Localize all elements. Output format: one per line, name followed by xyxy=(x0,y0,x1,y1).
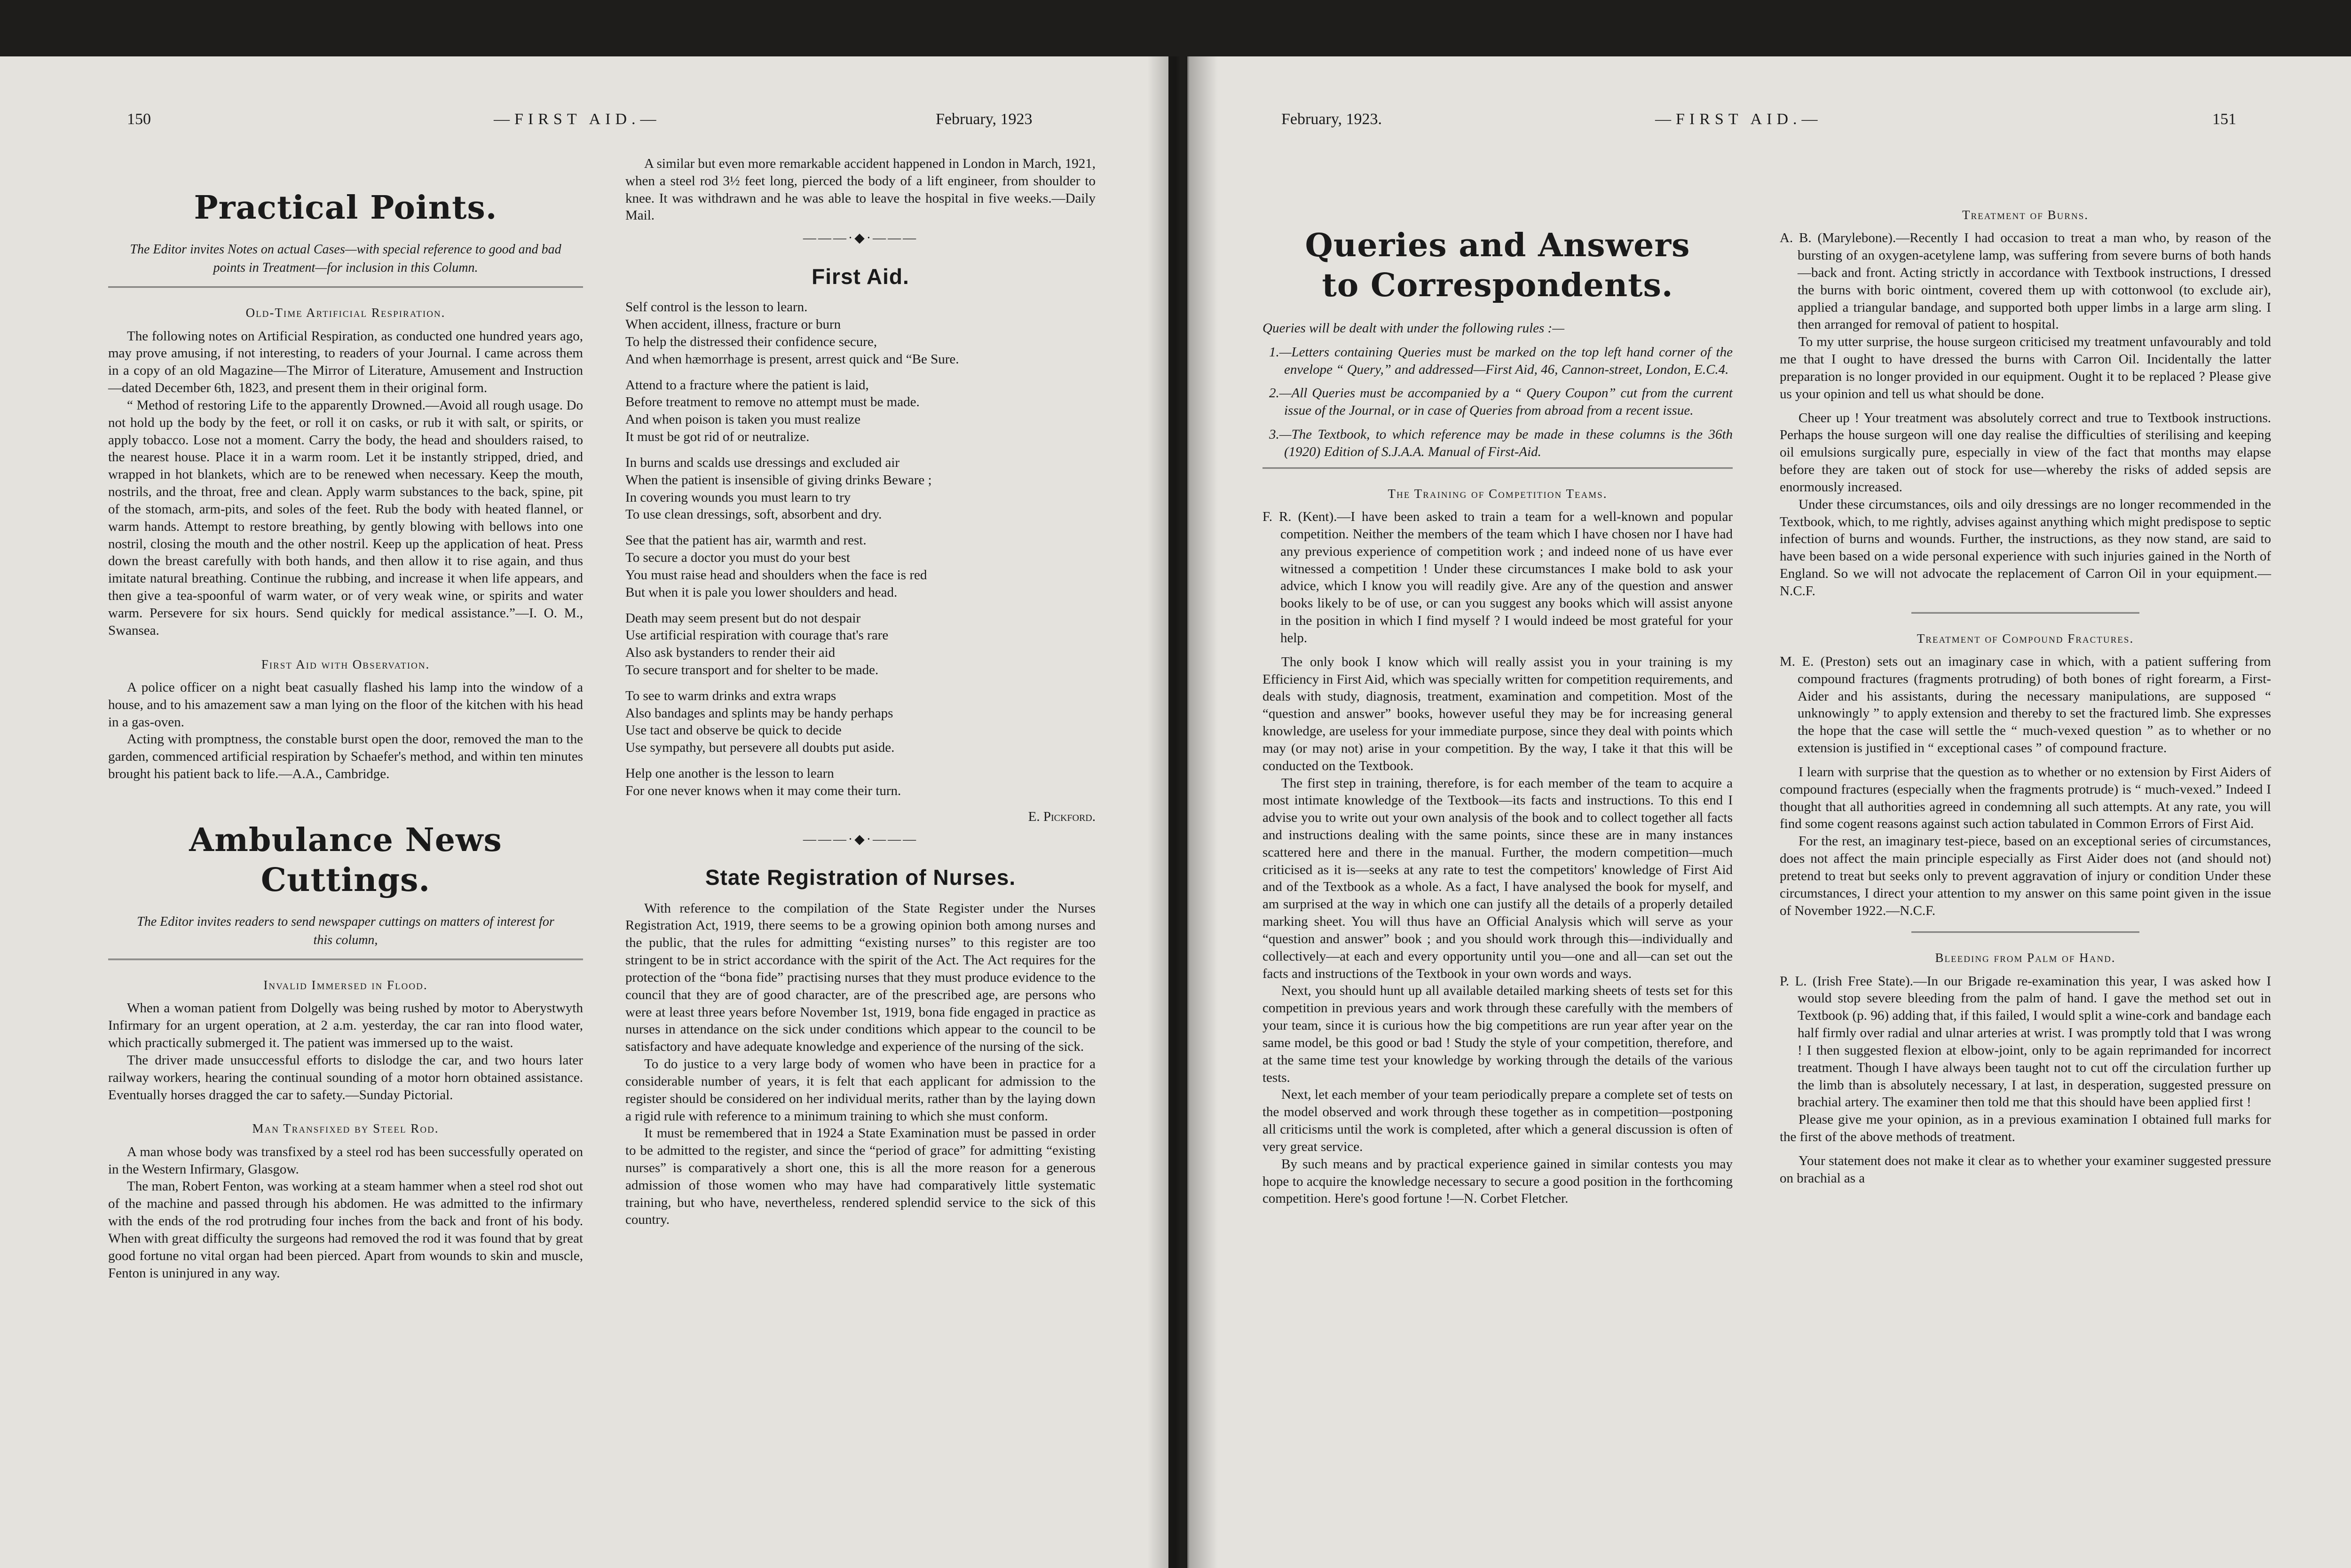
poem-line: See that the patient has air, warmth and rest. xyxy=(625,533,867,548)
query-paragraph: Please give me your opinion, as in a previous examination I obtained full marks for the first of the above methods of treatment. xyxy=(1780,1112,2271,1145)
poem-stanza xyxy=(625,610,1096,679)
right-column-2 xyxy=(1780,155,2271,1187)
article-paragraph: To do justice to a very large body of women who have been in practice for a considerable number of years, it is felt that each applicant for admission to the register should be considered on her individual merits, rather than by the laying down a rigid rule with reference to a minimum training to which she must conform. xyxy=(625,1056,1096,1124)
right-column-1 xyxy=(1262,155,1733,1207)
article-paragraph: It must be remembered that in 1924 a State Examination must be passed in order to be admitted to the register, and since the “period of grace” for admitting “existing nurses” is comparatively a short one, this is all the more reason for a generous admission of those women who may have had comparatively little systematic training, but who have, nevertheless, rendered splendid service to the sick of this country. xyxy=(625,1126,1096,1228)
poem-line: Use artificial respiration with courage that's rare xyxy=(625,628,889,643)
article-title: State Registration of Nurses. xyxy=(705,865,1016,890)
poem-line: To secure transport and for shelter to be made. xyxy=(625,662,879,678)
article-heading: Treatment of Burns. xyxy=(1962,208,2089,222)
poem-line: Death may seem present but do not despair xyxy=(625,610,861,626)
rules-lead: Queries will be dealt with under the following rules :— xyxy=(1262,321,1564,336)
article-paragraph: The man, Robert Fenton, was working at a steam hammer when a steel rod shot out of the machine and passed through his abdomen. He was admitted to the infirmary with the ends of the rod protruding four inches from the back and front of his body. When with great difficulty the surgeons had removed the rod it was found that by great good fortune no vital organ had been pierced. Apart from wounds to skin and muscle, Fenton is uninjured in any way. xyxy=(108,1179,583,1281)
query-paragraph: A. B. (Marylebone).—Recently I had occasion to treat a man who, by reason of the bursting of an oxygen-acetylene lamp, was suffering from severe burns of both hands—back and front. Acting strictly in accordance with Textbook instructions, I dressed the burns with boric ointment, covered them up with cottonwool (to exclude air), applied a triangular bandage, and supported both upper limbs in a large arm sling. I then arranged for removal of patient to hospital. xyxy=(1780,230,2271,332)
poem-line: Also bandages and splints may be handy perhaps xyxy=(625,705,893,721)
article-paragraph: The following notes on Artificial Respiration, as conducted one hundred years ago, may prove amusing, if not interesting, to readers of your Journal. I came across them in a copy of an old Magazine—The Mirror of Literature, Amusement and Instruction—dated December 6th, 1823, and present them in their original form. xyxy=(108,328,583,396)
left-page xyxy=(0,56,1168,1568)
poem-line: You must raise head and shoulders when the face is red xyxy=(625,567,927,583)
poem-stanza xyxy=(625,532,1096,601)
article-heading: Treatment of Compound Fractures. xyxy=(1917,631,2134,646)
page-number: 150 xyxy=(127,110,151,128)
article-paragraph: A man whose body was transfixed by a steel rod has been successfully operated on in the Western Infirmary, Glasgow. xyxy=(108,1144,583,1177)
query-paragraph: P. L. (Irish Free State).—In our Brigade re-examination this year, I was asked how I would stop severe bleeding from the palm of hand. I gave the method set out in Textbook (p. 96) adding that, if this failed, I would split a wine-cork and bandage each half firmly over radial and ulnar arteries at wrist. I was promptly told that I was wrong ! I then suggested flexion at elbow-joint, only to be again reprimanded for incorrect treatment. Though I have always been taught not to cut off the circulation further up the limb than is absolutely necessary, I at last, in desperation, suggested pressure on brachial artery. The examiner then told me that this should have been applied first ! xyxy=(1780,973,2271,1110)
article-paragraph: With reference to the compilation of the State Register under the Nurses Registration Act, 1919, there seems to be a growing opinion both among nurses and the public, that the rules for admitting “existing nurses” to this register are too stringent to be in strict accordance with the spirit of the Act. The Act requires for the protection of the “bona fide” practising nurses that they must produce evidence to the council that they are of good character, are of the prescribed age, are persons who were at least three years before November 1st, 1919, bona fide engaged in practice as nurses in attendance on the sick under conditions which appear to the council to be satisfactory and have adequate knowledge and experience of the nursing of the sick. xyxy=(625,900,1096,1055)
section-title: Practical Points. xyxy=(194,189,497,227)
article-heading: First Aid with Observation. xyxy=(261,657,430,671)
running-title: —FIRST AID.— xyxy=(494,110,661,128)
left-column-1 xyxy=(108,155,583,1282)
poem-stanza xyxy=(625,377,1096,446)
section-intro: The Editor invites readers to send newspaper cuttings on matters of interest for this column, xyxy=(137,914,554,947)
poem xyxy=(625,299,1096,825)
issue-date: February, 1923 xyxy=(936,110,1033,128)
article-heading: The Training of Competition Teams. xyxy=(1388,486,1608,501)
poem-line: To see to warm drinks and extra wraps xyxy=(625,688,836,703)
poem-line: For one never knows when it may come their turn. xyxy=(625,783,901,798)
divider xyxy=(1911,612,2139,614)
poem-line: In covering wounds you must learn to try xyxy=(625,489,851,505)
answer-paragraph: Next, let each member of your team periodically prepare a complete set of tests on the model observed and work through these together as in competition—postponing all criticisms until the work is completed, after which a general discussion is often of very great service. xyxy=(1262,1087,1733,1154)
query-paragraph: To my utter surprise, the house surgeon criticised my treatment unfavourably and told me that I ought to have dressed the burns with Carron Oil. Incidentally the latter preparation is no longer provided in our equipment. Ought it to be replaced ? Please give us your opinion and tell us what should be done. xyxy=(1780,334,2271,402)
article-heading: Invalid Immersed in Flood. xyxy=(263,978,428,993)
poem-line: To secure a doctor you must do your best xyxy=(625,550,850,566)
query-paragraph: F. R. (Kent).—I have been asked to train a team for a well-known and popular competition. Neither the members of the team which I have chosen nor I have had any previous experience of competition work ; and indeed none of us have ever witnessed a competition ! Under these circumstances I make bold to ask your advice, which I know you will readily give. Are any of the question and answer books likely to be of use, or can you suggest any books which will assist anyone in the position in which I find myself ? I would indeed be most grateful for your help. xyxy=(1262,509,1733,646)
poem-line: Self control is the lesson to learn. xyxy=(625,299,808,315)
poem-line: Also ask bystanders to render their aid xyxy=(625,645,836,661)
query-rules xyxy=(1262,320,1733,461)
article-paragraph: “ Method of restoring Life to the apparently Drowned.—Avoid all rough usage. Do not hold up the body by the feet, or roll it on casks, or rub it with salt, or spirits, or apply tobacco. Lose not a moment. Carry the body, the head and shoulders raised, to the nearest house. Place it in a warm room. Let it be instantly stripped, dried, and wrapped in hot blankets, which are to be renewed when necessary. Keep the mouth, nostrils, and the throat, free and clean. Apply warm substances to the back, spine, pit of the stomach, arm-pits, and soles of the feet. Rub the body with heated flannel, or warm hands. Attempt to restore breathing, by gently blowing with bellows into one nostril, closing the mouth and the other nostril. Keep up the application of heat. Press down the breast carefully with both hands, and then allow it to rise again, and thus imitate natural breathing. Continue the rubbing, and increase it when life appears, and then give a tea-spoonful of warm water, or of very weak wine, or spirits and water warm. Persevere for six hours. Send quickly for medical assistance.”—I. O. M., Swansea. xyxy=(108,397,583,638)
article-heading: Man Transfixed by Steel Rod. xyxy=(252,1121,439,1136)
poem-line: When the patient is insensible of giving drinks Beware ; xyxy=(625,472,932,488)
answer-paragraph: Under these circumstances, oils and oily dressings are no longer recommended in the Textbook, which, to me rightly, advises against anything which might predispose to septic infection of burns and wounds. Further, the instructions, as they now stand, are said to have been based on a wide personal experience with such injuries gained in the North of England. So we will not advocate the replacement of Carron Oil in your equipment.—N.C.F. xyxy=(1780,496,2271,599)
left-column-2 xyxy=(625,155,1096,1229)
article-heading: Bleeding from Palm of Hand. xyxy=(1935,951,2116,965)
issue-date: February, 1923. xyxy=(1281,110,1382,128)
section-title: Queries and Answers to Correspondents. xyxy=(1305,227,1690,304)
poem-line: Attend to a fracture where the patient is laid, xyxy=(625,377,869,393)
poem-signature: E. Pickford. xyxy=(1028,809,1096,824)
rule-item: 2.—All Queries must be accompanied by a “ Query Coupon” cut from the current issue of the Journal, or in case of Queries from abroad from a recent issue. xyxy=(1269,386,1733,418)
answer-paragraph: Cheer up ! Your treatment was absolutely correct and true to Textbook instructions. Perhaps the house surgeon will one day realise the difficulties of sterilising and keeping oil emulsions surgically pure, especially in view of the fact that months may elapse before they are taken out of stock for use—whereby the risks of added sepsis are enormously increased. xyxy=(1780,410,2271,495)
poem-line: To use clean dressings, soft, absorbent and dry. xyxy=(625,507,882,522)
right-header xyxy=(1187,110,2351,139)
divider xyxy=(1911,931,2139,933)
answer-paragraph: The first step in training, therefore, is for each member of the team to acquire a most intimate knowledge of the Textbook—its facts and instructions. To this end I advise you to write out your own analysis of the book and to collect together all facts and instructions dealing with the same points, since these are in many instances scattered here and there in the manual. Further, the modern competition—much criticised as it is—seeks at any rate to test the competitors' knowledge of First Aid and of the Textbook as a whole. As a fact, I have analysed the book for myself, and am surprised at the way in which one can justify all the details of a properly detailed marking sheet. You will thus have an Official Analysis which will serve as your “question and answer” book ; and you should work through this—individually and collectively—at each and every opportunity until you—one and all—can set out the facts and instructions of the Textbook in your own words and ways. xyxy=(1262,775,1733,981)
poem-line: When accident, illness, fracture or burn xyxy=(625,317,841,332)
poem-stanza xyxy=(625,454,1096,523)
article-paragraph: When a woman patient from Dolgelly was being rushed by motor to Aberystwyth Infirmary for an urgent operation, at 2 a.m. yesterday, the car ran into flood water, which practically submerged it. The patient was immersed up to the waist. xyxy=(108,1001,583,1051)
answer-paragraph: Next, you should hunt up all available detailed marking sheets of tests set for this competition in previous years and work through these carefully with the members of your team, since it is curious how the big competitions are run year after year on the same model, be this good or bad ! Study the style of your competition, therefore, and at the same time test your knowledge by working through the details of the various tests. xyxy=(1262,983,1733,1085)
poem-line: And when poison is taken you must realize xyxy=(625,412,861,427)
divider xyxy=(108,286,583,288)
poem-stanza xyxy=(625,299,1096,368)
article-paragraph: The driver made unsuccessful efforts to dislodge the car, and two hours later railway workers, hearing the continual sounding of a motor horn obtained assistance. Eventually horses dragged the car to safety.—Sunday Pictorial. xyxy=(108,1052,583,1103)
divider xyxy=(1262,467,1733,469)
poem-title: First Aid. xyxy=(812,264,909,289)
poem-line: To help the distressed their confidence secure, xyxy=(625,334,877,349)
left-header xyxy=(0,110,1168,139)
ornament-divider: ———·◆·——— xyxy=(803,832,918,847)
poem-line: Help one another is the lesson to learn xyxy=(625,766,834,781)
poem-stanza xyxy=(625,765,1096,800)
answer-paragraph: The only book I know which will really assist you in your training is my Efficiency in First Aid, which was specially written for competition requirements, and deals with study, diagnosis, treatment, examination and competition. Most of the “question and answer” books, however useful they may be for increasing general knowledge, are useless for your immediate purpose, since they deal with points which may (or may not) arise in your competition. By the way, I take it that this will be conducted on the Textbook. xyxy=(1262,654,1733,773)
poem-line: But when it is pale you lower shoulders and head. xyxy=(625,584,898,600)
article-paragraph: A similar but even more remarkable accident happened in London in March, 1921, when a steel rod 3½ feet long, pierced the body of a lift engineer, from shoulder to knee. It was withdrawn and he was able to leave the hospital in five weeks.—Daily Mail. xyxy=(625,156,1096,223)
poem-stanza xyxy=(625,687,1096,756)
article-paragraph: A police officer on a night beat casually flashed his lamp into the window of a house, and to his amazement saw a man lying on the floor of the kitchen with his head in a gas-oven. xyxy=(108,679,583,730)
poem-line: And when hæmorrhage is present, arrest quick and “Be Sure. xyxy=(625,351,959,367)
running-title: —FIRST AID.— xyxy=(1655,110,1822,128)
poem-line: In burns and scalds use dressings and excluded air xyxy=(625,455,900,470)
poem-line: It must be got rid of or neutralize. xyxy=(625,429,810,445)
section-intro: The Editor invites Notes on actual Cases—with special reference to good and bad points in Treatment—for inclusion in this Column. xyxy=(130,242,561,276)
section-title: Ambulance News Cuttings. xyxy=(189,821,502,899)
answer-paragraph: Your statement does not make it clear as to whether your examiner suggested pressure on brachial as a xyxy=(1780,1153,2271,1186)
rule-item: 1.—Letters containing Queries must be marked on the top left hand corner of the envelope “ Query,” and addressed—First Aid, 46, Cannon-street, London, E.C.4. xyxy=(1269,344,1733,377)
page-number: 151 xyxy=(2212,110,2236,128)
poem-line: Use tact and observe be quick to decide xyxy=(625,723,842,738)
ornament-divider: ———·◆·——— xyxy=(803,231,918,246)
answer-paragraph: For the rest, an imaginary test-piece, based on an exceptional series of circumstances, does not affect the main principle especially as First Aider does not (and should not) pretend to treat but seeks only to prevent aggravation of injury or condition Under these circumstances, I direct your attention to my answer on this same point given in the issue of November 1922.—N.C.F. xyxy=(1780,834,2271,918)
right-page xyxy=(1187,56,2351,1568)
article-paragraph: Acting with promptness, the constable burst open the door, removed the man to the garden, commenced artificial respiration by Schaefer's method, and within ten minutes brought his patient back to life.—A.A., Cambridge. xyxy=(108,732,583,781)
article-heading: Old-Time Artificial Respiration. xyxy=(245,306,446,320)
divider xyxy=(108,959,583,960)
rule-item: 3.—The Textbook, to which reference may be made in these columns is the 36th (1920) Edition of S.J.A.A. Manual of First-Aid. xyxy=(1269,427,1733,459)
answer-paragraph: By such means and by practical experience gained in similar contests you may hope to acquire the knowledge necessary to secure a good position in the forthcoming competition. Here's good fortune !—N. Corbet Fletcher. xyxy=(1262,1156,1733,1206)
answer-paragraph: I learn with surprise that the question as to whether or no extension by First Aiders of compound fractures (especially when the fragments protrude) is “ much-vexed.” Indeed I thought that all authorities agreed in condemning all such attempts. At any rate, you will find some cogent reasons against such action tabulated in Common Errors of First Aid. xyxy=(1780,764,2271,832)
poem-line: Before treatment to remove no attempt must be made. xyxy=(625,394,920,410)
query-paragraph: M. E. (Preston) sets out an imaginary case in which, with a patient suffering from compound fractures (fragments protruding) of both bones of right forearm, a First-Aider and his assistants, during the necessary manipulations, are supposed “ unknowingly ” to apply extension and thereby to set the fractured limb. She expresses the hope that the case will settle the “ much-vexed question ” as to whether or no extension is justified in “ exceptional cases ” of compound fracture. xyxy=(1780,654,2271,756)
poem-line: Use sympathy, but persevere all doubts put aside. xyxy=(625,740,895,756)
